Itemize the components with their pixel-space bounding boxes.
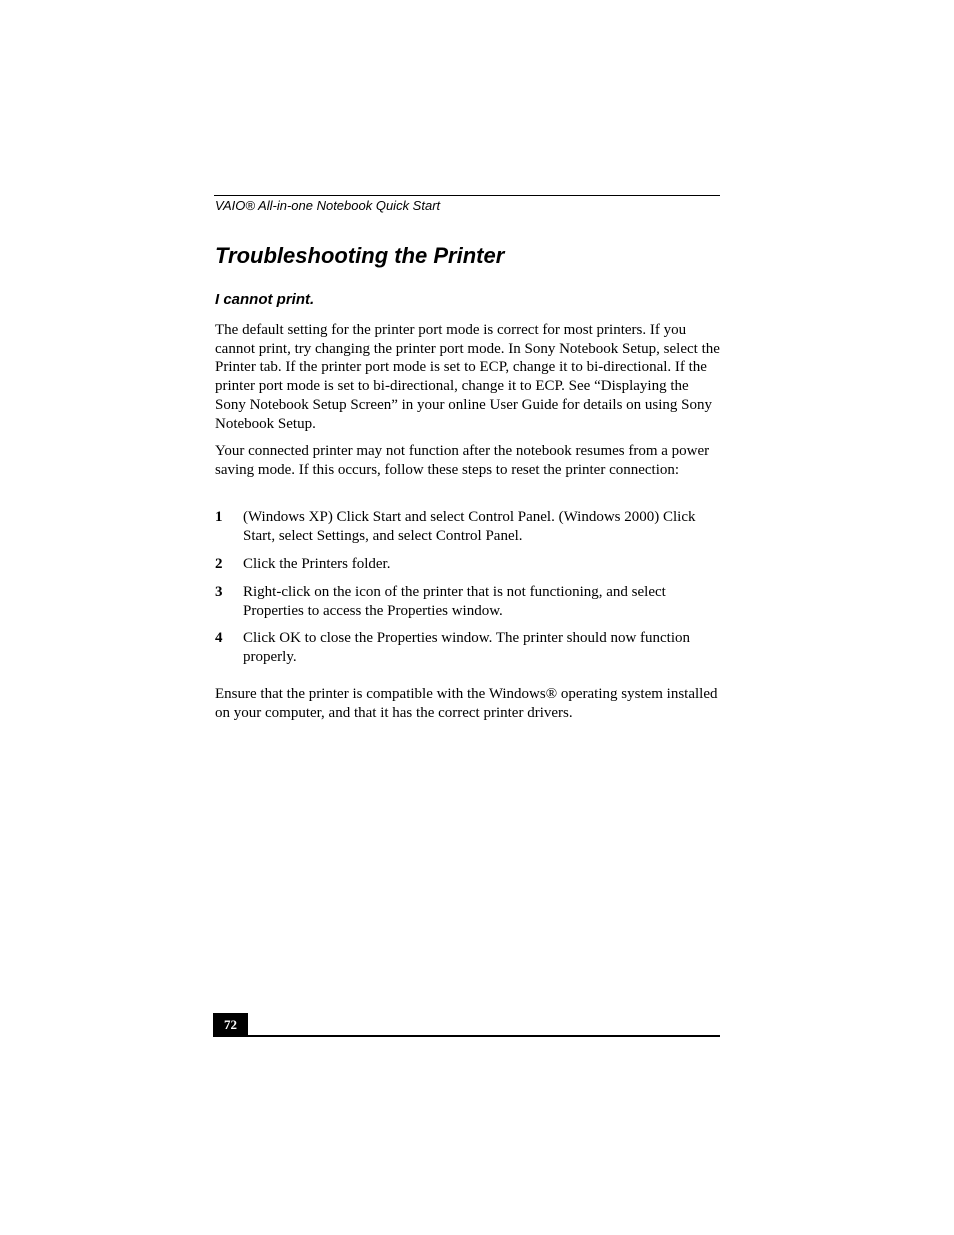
step-text: Click the Printers folder. — [243, 556, 391, 572]
header-rule — [214, 195, 720, 196]
paragraph-text: Ensure that the printer is compatible with the Windows® operating system installed on your computer, and that it has the correct printer drivers. — [215, 686, 718, 721]
step-item — [215, 555, 720, 574]
step-number: 2 — [215, 556, 223, 572]
paragraph-text: The default setting for the printer port mode is correct for most printers. If you cannot print, try changing the printer port mode. In Sony Notebook Setup, select the Printer tab. If the printer port mode is set to ECP, change it to bi-directional. If the printer port mode is set to bi-directional, change it to ECP. See “Displaying the Sony Notebook Setup Screen” in your online User Guide for details on using Sony Notebook Setup. — [215, 322, 720, 432]
closing-paragraph — [215, 685, 720, 722]
step-item — [215, 629, 720, 666]
step-item — [215, 583, 720, 620]
paragraph — [215, 442, 720, 479]
step-number: 4 — [215, 630, 223, 646]
step-number: 3 — [215, 584, 223, 600]
step-text: (Windows XP) Click Start and select Control Panel. (Windows 2000) Click Start, select Settings, and select Control Panel. — [243, 509, 696, 544]
step-item — [215, 508, 720, 545]
paragraph-text: Your connected printer may not function after the notebook resumes from a power saving mode. If this occurs, follow these steps to reset the printer connection: — [215, 443, 710, 478]
page-number: 72 — [213, 1013, 248, 1036]
section-heading: I cannot print. — [215, 291, 315, 308]
step-text: Click OK to close the Properties window. The printer should now function properly. — [243, 630, 691, 665]
paragraph — [215, 321, 720, 433]
step-number: 1 — [215, 509, 223, 525]
running-header: VAIO® All-in-one Notebook Quick Start — [215, 198, 441, 213]
step-text: Right-click on the icon of the printer that is not functioning, and select Properties to access the Properties window. — [243, 584, 666, 619]
footer-rule — [213, 1035, 720, 1037]
page-title: Troubleshooting the Printer — [215, 243, 505, 268]
